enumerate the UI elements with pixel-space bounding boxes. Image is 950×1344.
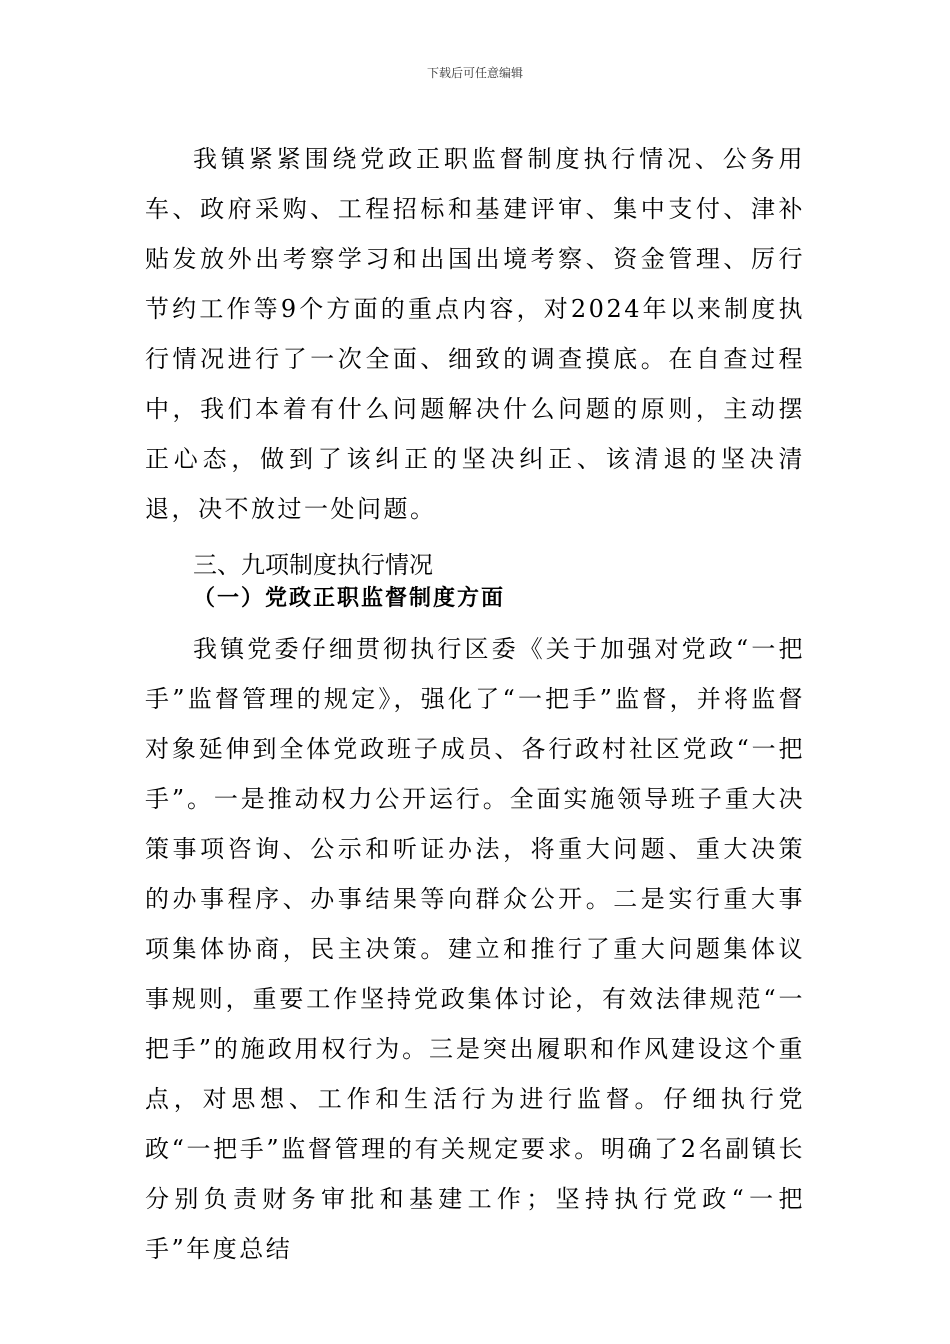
subsection-heading: （一）党政正职监督制度方面 [193,586,506,611]
paragraph-supervision: 我镇党委仔细贯彻执行区委《关于加强对党政“一把手”监督管理的规定》，强化了“一把手”监督，并将监督对象延伸到全体党政班子成员、各行政村社区党政“一把手”。一是推动权力公开运行。全面实施领导班子重大决策事项咨询、公示和听证办法，将重大问题、重大决策的办事程序、办事结果等向群众公开。二是实行重大事项集体协商，民主决策。建立和推行了重大问题集体议事规则，重要工作坚持党政集体讨论，有效法律规范“一把手”的施政用权行为。三是突出履职和作风建设这个重点，对思想、工作和生活行为进行监督。仔细执行党政“一把手”监督管理的有关规定要求。明确了2名副镇长分别负责财务审批和基建工作；坚持执行党政“一把手”年度总结 [145,635,805,1263]
document-body [145,134,805,1274]
paragraph-self-inspection: 我镇紧紧围绕党政正职监督制度执行情况、公务用车、政府采购、工程招标和基建评审、集中支付、津补贴发放外出考察学习和出国出境考察、资金管理、厉行节约工作等9个方面的重点内容，对2024年以来制度执行情况进行了一次全面、细致的调查摸底。在自查过程中，我们本着有什么问题解决什么问题的原则，主动摆正心态，做到了该纠正的坚决纠正、该清退的坚决清退，决不放过一处问题。 [145,145,805,523]
page-header-note: 下载后可任意编辑 [426,66,523,80]
section-heading: 三、九项制度执行情况 [193,551,433,579]
